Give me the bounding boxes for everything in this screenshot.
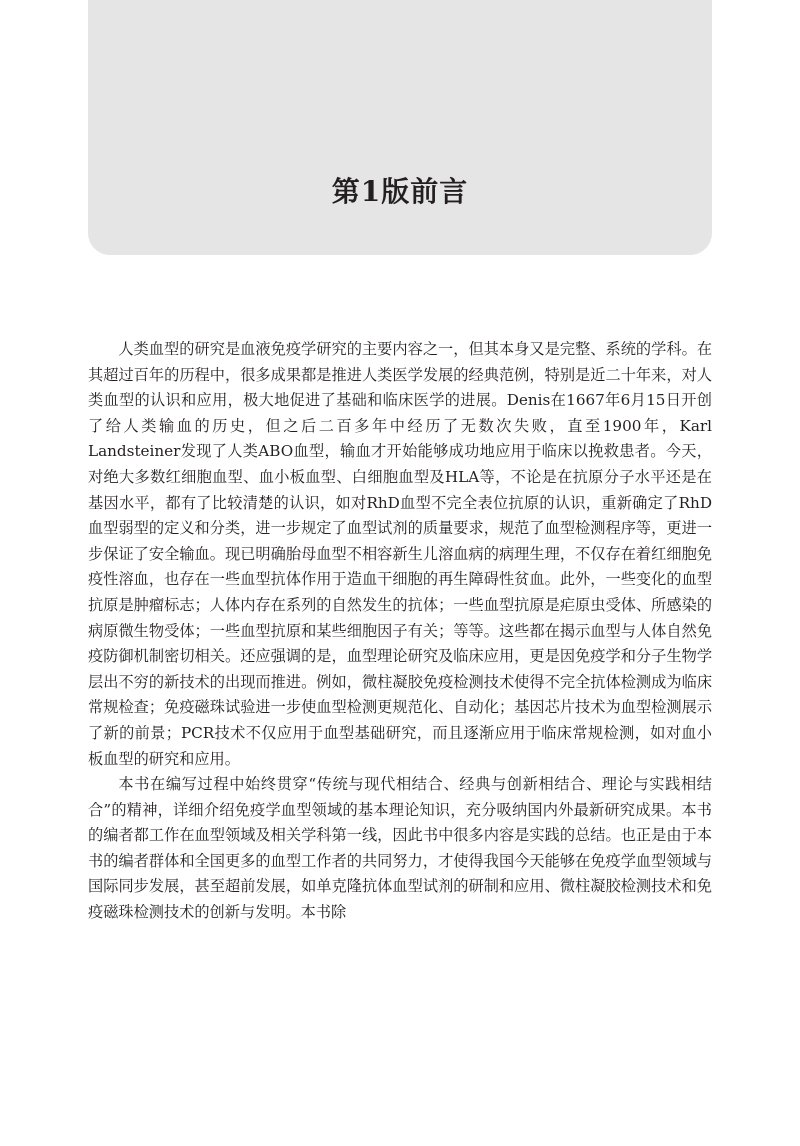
preface-body xyxy=(88,337,712,926)
paragraph: 人类血型的研究是血液免疫学研究的主要内容之一，但其本身又是完整、系统的学科。在其超过百年的历程中，很多成果都是推进人类医学发展的经典范例，特别是近二十年来，对人类血型的认识和应用，极大地促进了基础和临床医学的进展。Denis在1667年6月15日开创了给人类输血的历史，但之后二百多年中经历了无数次失败，直至1900年，Karl Landsteiner发现了人类ABO血型，输血才开始能够成功地应用于临床以挽救患者。今天，对绝大多数红细胞血型、血小板血型、白细胞血型及HLA等，不论是在抗原分子水平还是在基因水平，都有了比较清楚的认识，如对RhD血型不完全表位抗原的认识，重新确定了RhD血型弱型的定义和分类，进一步规定了血型试剂的质量要求，规范了血型检测程序等，更进一步保证了安全输血。现已明确胎母血型不相容新生儿溶血病的病理生理，不仅存在着红细胞免疫性溶血，也存在一些血型抗体作用于造血干细胞的再生障碍性贫血。此外，一些变化的血型抗原是肿瘤标志；人体内存在系列的自然发生的抗体；一些血型抗原是疟原虫受体、所感染的病原微生物受体；一些血型抗原和某些细胞因子有关；等等。这些都在揭示血型与人体自然免疫防御机制密切相关。还应强调的是，血型理论研究及临床应用，更是因免疫学和分子生物学层出不穷的新技术的出现而推进。例如，微柱凝胶免疫检测技术使得不完全抗体检测成为临床常规检查；免疫磁珠试验进一步使血型检测更规范化、自动化；基因芯片技术为血型检测展示了新的前景；PCR技术不仅应用于血型基础研究，而且逐渐应用于临床常规检测，如对血小板血型的研究和应用。 xyxy=(88,340,712,768)
paragraph: 本书在编写过程中始终贯穿“传统与现代相结合、经典与创新相结合、理论与实践相结合”的精神，详细介绍免疫学血型领域的基本理论知识，充分吸纳国内外最新研究成果。本书的编者都工作在血型领域及相关学科第一线，因此书中很多内容是实践的总结。也正是由于本书的编者群体和全国更多的血型工作者的共同努力，才使得我国今天能够在免疫学血型领域与国际同步发展，甚至超前发展，如单克隆抗体血型试剂的研制和应用、微柱凝胶检测技术和免疫磁珠检测技术的创新与发明。本书除 xyxy=(88,775,712,922)
chapter-title: 第1版前言 xyxy=(331,175,469,208)
chapter-header-panel xyxy=(88,0,712,255)
